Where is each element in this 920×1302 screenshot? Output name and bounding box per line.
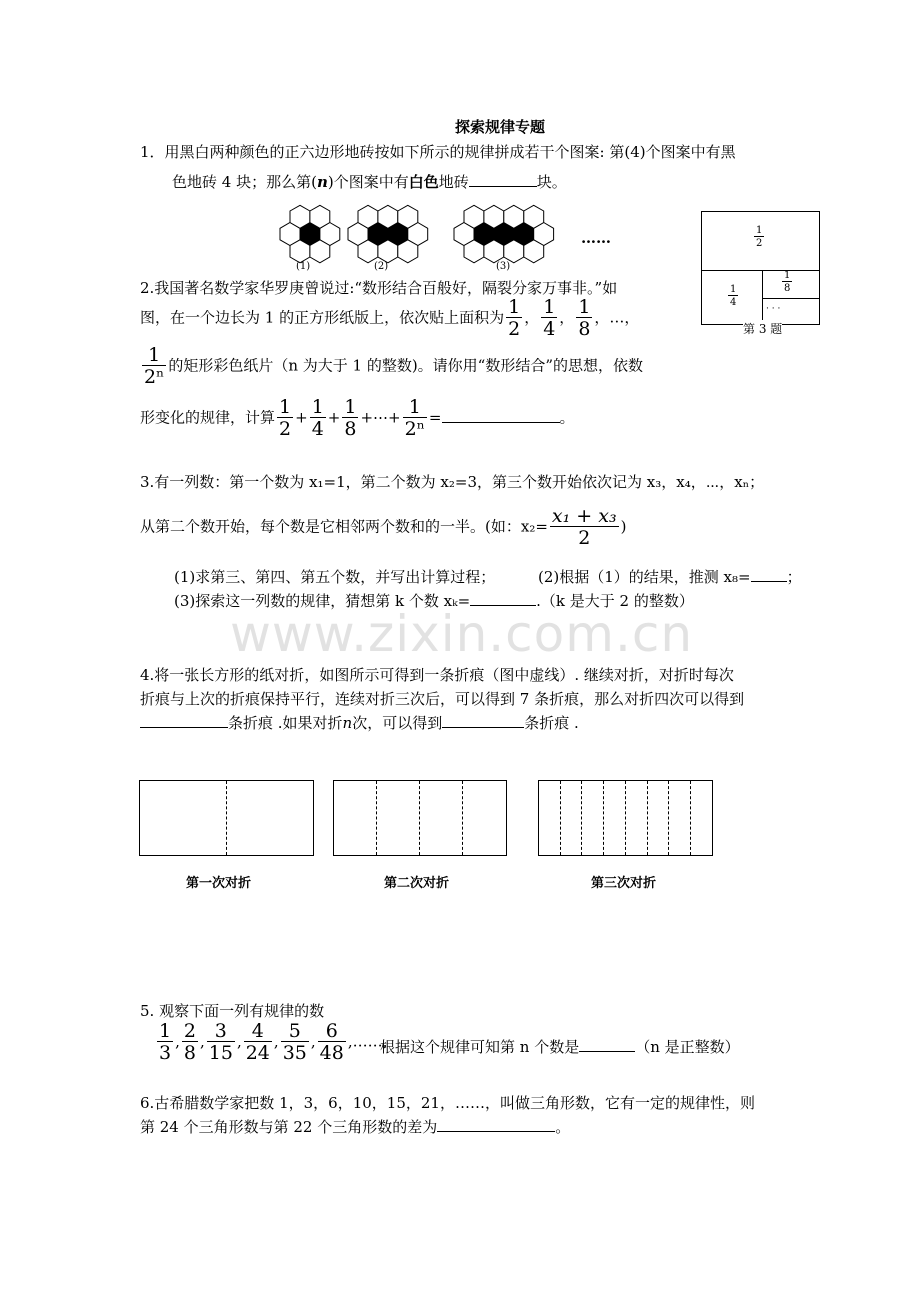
q2-s2 [310, 398, 326, 439]
quarter-num: 1 [730, 284, 737, 295]
q6-line2-pre: 第 24 个三角形数与第 22 个三角形数的差为 [140, 1118, 438, 1136]
white-hexagon-tile [524, 240, 544, 263]
q2-fn-num: 1 [148, 344, 161, 366]
q5-f3-den: 15 [208, 1042, 233, 1064]
fold-2-crease [462, 781, 463, 855]
fold-3-crease [603, 781, 604, 855]
q5-f6-num: 6 [325, 1020, 338, 1042]
q3-frac-den: 2 [550, 526, 619, 548]
q5-line1: 5. 观察下面一列有规律的数 [140, 1002, 325, 1020]
fold-caption-3: 第三次对折 [591, 876, 657, 891]
q2-s4-den: 2ⁿ [404, 418, 425, 440]
q5-f3-num: 3 [214, 1020, 227, 1042]
hex-label-2: (2) [374, 261, 389, 272]
q2-line4 [140, 398, 575, 439]
q3-sub2-pre: (2)根据（1）的结果，推测 x₈= [538, 568, 751, 586]
q2-plus4: + [388, 408, 401, 427]
q1-line1: 1．用黑白两种颜色的正六边形地砖按如下所示的规律拼成若干个图案: 第(4)个图案中有黑 [140, 143, 736, 161]
q3-line2-pre: 从第二个数开始，每个数是它相邻两个数和的一半。(如：x₂= [140, 517, 548, 536]
q1-line2 [172, 171, 567, 192]
q2-s1-den: 2 [279, 418, 292, 440]
half-frac [754, 226, 764, 249]
q3-xk-blank[interactable] [470, 590, 536, 606]
half-den: 2 [756, 238, 763, 249]
q1-line2-post: 地砖 [438, 173, 469, 191]
q2-sep1: ， [524, 308, 540, 327]
hexagon-patterns [270, 205, 570, 260]
white-hexagon-tile [484, 240, 504, 263]
q3-line2-post: ) [620, 517, 627, 536]
white-hexagon-tile [504, 240, 524, 263]
q2-s4-num: 1 [408, 396, 421, 418]
hex-label-1: (1) [296, 261, 311, 272]
q2-line4-pre: 形变化的规律，计算 [140, 408, 276, 427]
q2-dots: ⋯ [373, 408, 389, 427]
white-hexagon-tile [310, 240, 330, 263]
quarter-frac [728, 285, 738, 308]
fold-3-crease [581, 781, 582, 855]
q2-s2-den: 4 [311, 418, 324, 440]
q5-frac-4 [244, 1022, 272, 1063]
q3-line1: 3.有一列数：第一个数为 x₁=1，第二个数为 x₂=3，第三个数开始依次记为 x₃，x₄，⋯，xₙ； [140, 473, 765, 491]
q2-plus1: + [295, 408, 308, 427]
q5-frac-3 [207, 1022, 235, 1063]
q2-line2-pre: 图，在一个边长为 1 的正方形纸版上，依次贴上面积为 [140, 308, 505, 327]
half-num: 1 [756, 225, 763, 236]
q2-s2-num: 1 [311, 396, 324, 418]
fold-2-rect [333, 780, 507, 856]
q1-white: 白色 [408, 173, 439, 191]
q2-line2 [140, 298, 639, 339]
fold-3-crease [690, 781, 691, 855]
q2-eq: = [428, 408, 442, 427]
q5-sequence: $\frac{1}{3}$ , $\frac{2}{8}$ , $\frac{3}{15}$ , $\frac{4}{24}$ , $\frac{5}{35}$ , $\frac{6}{48}$ ,……, [159, 1020, 388, 1064]
q5-frac-5 [281, 1022, 309, 1063]
page-title: 探索规律专题 [455, 118, 546, 136]
q5-f4-den: 24 [245, 1042, 270, 1064]
q1-answer-blank[interactable] [469, 171, 537, 187]
q4-n: n [342, 714, 353, 732]
q6-line1: 6.古希腊数学家把数 1，3，6，10，15，21，……，叫做三角形数，它有一定的规律性，则 [140, 1094, 755, 1112]
q5-text-post: （n 是正整数） [635, 1038, 740, 1056]
q1-n: n [316, 173, 328, 191]
q5-f1-num: 1 [159, 1020, 172, 1042]
hex-label-3: (3) [496, 261, 511, 272]
fold-3-crease [625, 781, 626, 855]
q2-f1 [506, 298, 522, 339]
q2-fn-den: 2ⁿ [144, 366, 165, 388]
q5-f2-num: 2 [183, 1020, 196, 1042]
q4-line2: 折痕与上次的折痕保持平行，连续对折三次后，可以得到 7 条折痕，那么对折四次可以得到 [140, 690, 745, 708]
white-hexagon-tile [290, 240, 310, 263]
q2-answer-blank[interactable] [442, 407, 560, 423]
square-quarter [702, 271, 763, 324]
q2-line1: 2.我国著名数学家华罗庚曾说过:“数形结合百般好，隔裂分家万事非。”如 [140, 279, 618, 297]
q3-sub3-pre: (3)探索这一列数的规律，猜想第 k 个数 xₖ= [174, 592, 471, 610]
q5-frac-2 [182, 1022, 198, 1063]
q2-f3-num: 1 [578, 296, 591, 318]
fold-3-crease [647, 781, 648, 855]
watermark: www.zixin.com.cn [230, 605, 694, 663]
q5-f4-num: 4 [251, 1020, 264, 1042]
q5-tail: ,……, [347, 1032, 388, 1051]
q4-blank-4[interactable] [140, 712, 228, 728]
q2-f2-den: 4 [543, 318, 556, 340]
q6-line2-end: 。 [555, 1118, 571, 1136]
fold-1-rect [139, 780, 314, 856]
fold-caption-1: 第一次对折 [186, 876, 252, 891]
q3-sub2 [538, 566, 802, 587]
q2-s1 [277, 398, 293, 439]
fold-2-crease [376, 781, 377, 855]
fold-caption-2: 第二次对折 [384, 876, 450, 891]
fold-2-crease [419, 781, 420, 855]
q4-line3 [140, 712, 579, 733]
q3-sub1: (1)求第三、第四、第五个数，并写出计算过程； [174, 568, 496, 586]
q3-sub3-post: .（k 是大于 2 的整数） [536, 592, 694, 610]
q2-line3-post: 的矩形彩色纸片（n 为大于 1 的整数)。请你用“数形结合”的思想，依数 [168, 356, 644, 375]
fold-1-crease [226, 781, 227, 855]
q3-x8-blank[interactable] [751, 566, 787, 582]
q4-line3-end: 条折痕 . [524, 714, 579, 732]
q4-line1: 4.将一张长方形的纸对折，如图所示可得到一条折痕（图中虚线）. 继续对折，对折时每次 [140, 666, 734, 684]
q4-blank-n[interactable] [442, 712, 524, 728]
q6-answer-blank[interactable] [437, 1116, 555, 1132]
white-hexagon-tile [464, 240, 484, 263]
q3-frac [550, 507, 619, 548]
eighth-num: 1 [784, 270, 791, 281]
square-figure [701, 211, 820, 325]
q2-f2 [541, 298, 557, 339]
q3-sub2-post: ； [786, 568, 802, 586]
q2-sep2: ， [559, 308, 575, 327]
q5-f5-den: 35 [282, 1042, 307, 1064]
square-eighth [763, 271, 819, 299]
q2-plus3: + [360, 408, 374, 427]
q5-frac-6 [318, 1022, 346, 1063]
fold-3-crease [560, 781, 561, 855]
q5-f2-den: 8 [183, 1042, 196, 1064]
fold-3-rect [538, 780, 713, 856]
q3-sub3 [174, 590, 694, 611]
quarter-den: 4 [730, 297, 737, 308]
q2-end: 。 [559, 408, 575, 427]
q2-s3 [342, 398, 358, 439]
q2-tail: ，…， [594, 308, 640, 327]
q5-text-pre: 根据这个规律可知第 n 个数是 [380, 1038, 580, 1056]
q1-line2-pre: 色地砖 4 块；那么第( [172, 173, 317, 191]
q2-plus2: + [327, 408, 341, 427]
eighth-den: 8 [784, 283, 791, 294]
white-hexagon-tile [378, 240, 398, 263]
figure-caption: 第 3 题 [743, 322, 783, 336]
q5-f1-den: 3 [159, 1042, 172, 1064]
q5-f6-den: 48 [319, 1042, 344, 1064]
q2-line3 [140, 346, 643, 387]
q5-text [380, 1036, 740, 1057]
q2-s4 [403, 398, 427, 439]
q4-line3-mid2: 次，可以得到 [352, 714, 443, 732]
q2-s3-num: 1 [344, 396, 357, 418]
q5-answer-blank[interactable] [579, 1036, 635, 1052]
square-dots: · · · [766, 304, 781, 314]
square-half [702, 212, 819, 271]
q2-f2-num: 1 [543, 296, 556, 318]
q2-f3 [576, 298, 592, 339]
hex-ellipsis: …… [581, 229, 611, 247]
q2-f1-den: 2 [508, 318, 521, 340]
white-hexagon-tile [398, 240, 418, 263]
q2-s3-den: 8 [344, 418, 357, 440]
q2-f3-den: 8 [578, 318, 591, 340]
q5-f5-num: 5 [288, 1020, 301, 1042]
q2-s1-num: 1 [279, 396, 292, 418]
fold-3-crease [668, 781, 669, 855]
q1-line2-end: 块。 [536, 173, 567, 191]
q2-f1-num: 1 [508, 296, 521, 318]
q2-fn [142, 346, 166, 387]
white-hexagon-tile [358, 240, 378, 263]
q6-line2 [140, 1116, 570, 1137]
eighth-frac [782, 271, 792, 294]
q4-line3-mid: 条折痕 .如果对折 [228, 714, 343, 732]
q5-frac-1 [157, 1022, 173, 1063]
q3-line2 [140, 507, 626, 548]
q1-line2-mid: )个图案中有 [327, 173, 409, 191]
q3-frac-num: x₁ + x₃ [551, 505, 617, 527]
